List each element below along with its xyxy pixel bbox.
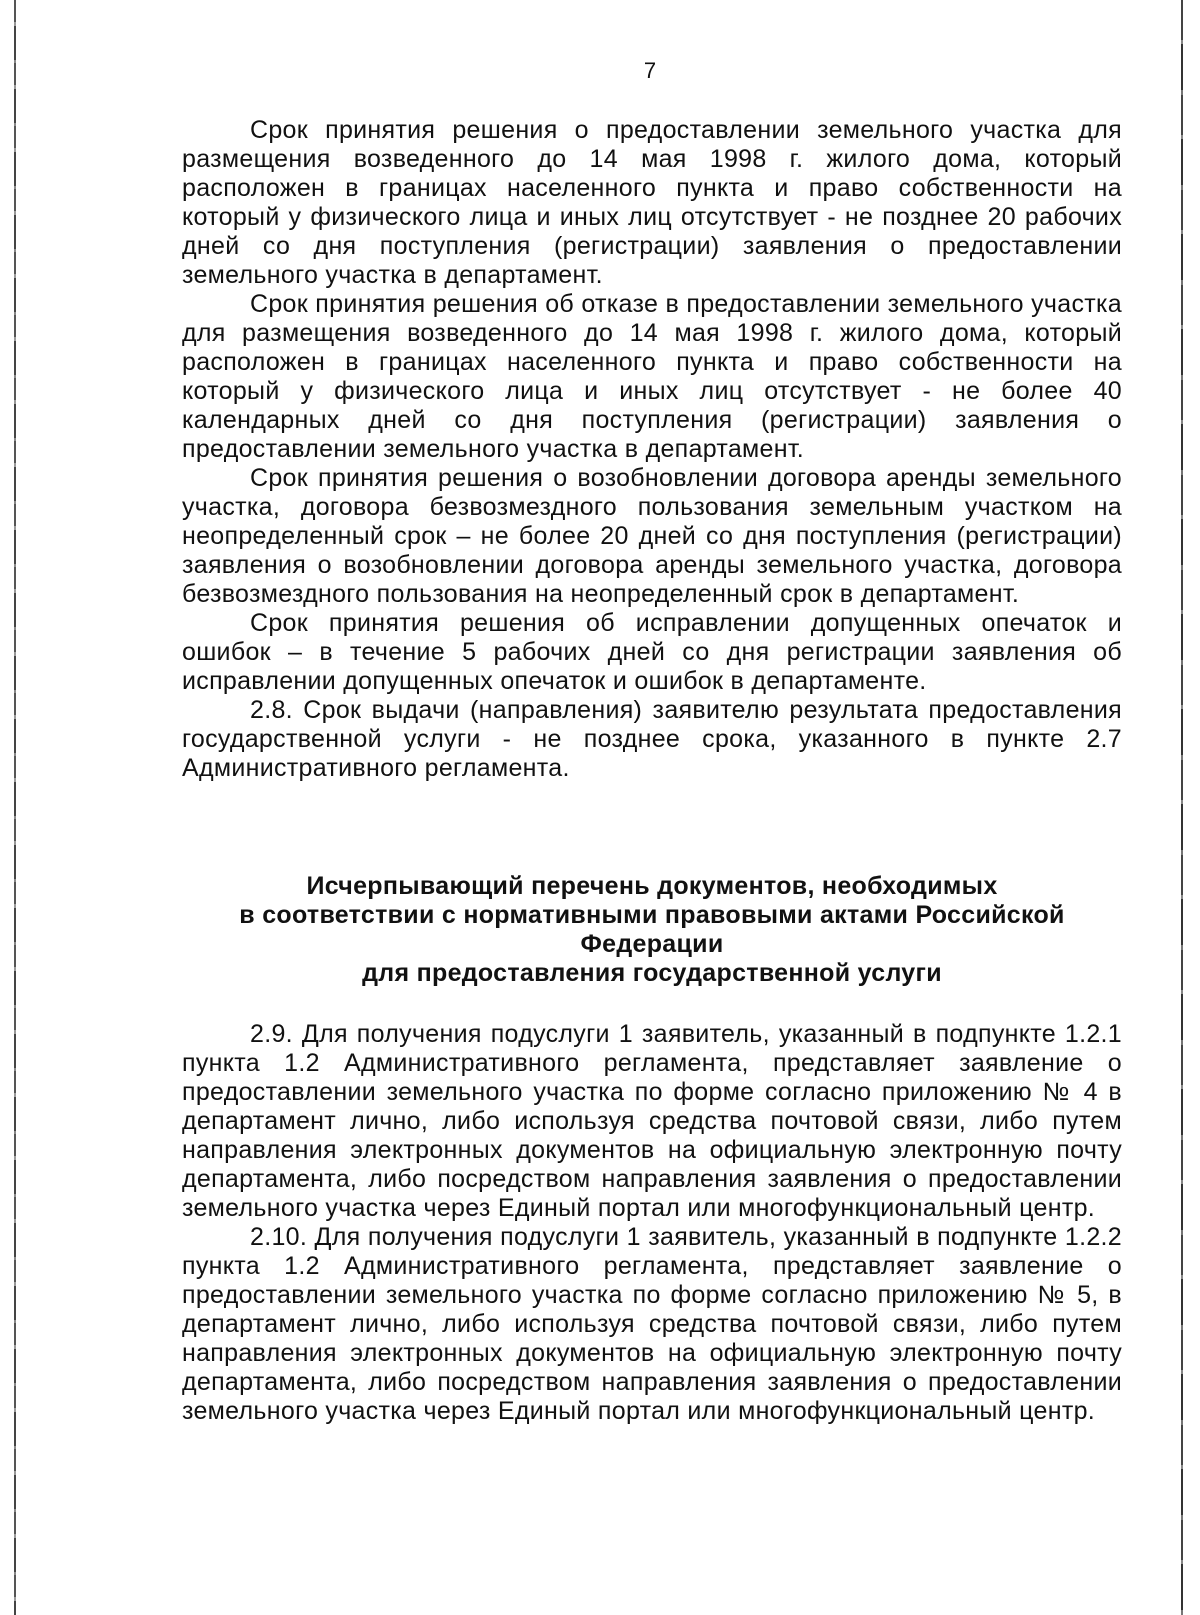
section-heading xyxy=(182,872,1122,988)
heading-line: Исчерпывающий перечень документов, необходимых xyxy=(306,872,998,900)
paragraph-decision-term: Срок принятия решения о предоставлении земельного участка для размещения возведенного до 14 мая 1998 г. жилого дома, который расположен в границах населенного пункта и право собственности на который у физического лица и иных лиц отсутствует - не позднее 20 рабочих дней со дня поступления (регистрации) заявления о предоставлении земельного участка в департамент. xyxy=(182,116,1122,289)
paragraph-refusal-term: Срок принятия решения об отказе в предоставлении земельного участка для размещения возведенного до 14 мая 1998 г. жилого дома, который расположен в границах населенного пункта и право собственности на который у физического лица и иных лиц отсутствует - не более 40 календарных дней со дня поступления (регистрации) заявления о предоставлении земельного участка в департамент. xyxy=(182,290,1122,463)
paragraph-2-9: 2.9. Для получения подуслуги 1 заявитель, указанный в подпункте 1.2.1 пункта 1.2 Административного регламента, представляет заявление о предоставлении земельного участка по форме согласно приложению № 4 в департамент лично, либо используя средства почтовой связи, либо путем направления электронных документов на официальную электронную почту департамента, либо посредством направления заявления о предоставлении земельного участка через Единый портал или многофункциональный центр. xyxy=(182,1020,1122,1222)
scan-edge-right xyxy=(1181,0,1183,1615)
body-text-bottom xyxy=(182,1020,1122,1426)
paragraph-2-8: 2.8. Срок выдачи (направления) заявителю результата предоставления государственной услуги - не позднее срока, указанного в пункте 2.7 Административного регламента. xyxy=(182,696,1122,782)
paragraph-correction-term: Срок принятия решения об исправлении допущенных опечаток и ошибок – в течение 5 рабочих дней со дня регистрации заявления об исправлении допущенных опечаток и ошибок в департаменте. xyxy=(182,609,1122,695)
scan-edge-left xyxy=(14,0,16,1615)
page-number: 7 xyxy=(643,58,657,83)
paragraph-renewal-term: Срок принятия решения о возобновлении договора аренды земельного участка, договора безвозмездного пользования земельным участком на неопределенный срок – не более 20 дней со дня поступления (регистрации) заявления о возобновлении договора аренды земельного участка, договора безвозмездного пользования на неопределенный срок в департамент. xyxy=(182,464,1122,608)
paragraph-2-10: 2.10. Для получения подуслуги 1 заявитель, указанный в подпункте 1.2.2 пункта 1.2 Административного регламента, представляет заявление о предоставлении земельного участка по форме согласно приложению № 5, в департамент лично, либо используя средства почтовой связи, либо путем направления электронных документов на официальную электронную почту департамента, либо посредством направления заявления о предоставлении земельного участка через Единый портал или многофункциональный центр. xyxy=(182,1223,1122,1425)
body-text-top xyxy=(182,116,1122,783)
heading-line: Федерации xyxy=(580,930,724,958)
heading-line: в соответствии с нормативными правовыми актами Российской xyxy=(239,901,1065,929)
heading-line: для предоставления государственной услуги xyxy=(362,959,942,987)
